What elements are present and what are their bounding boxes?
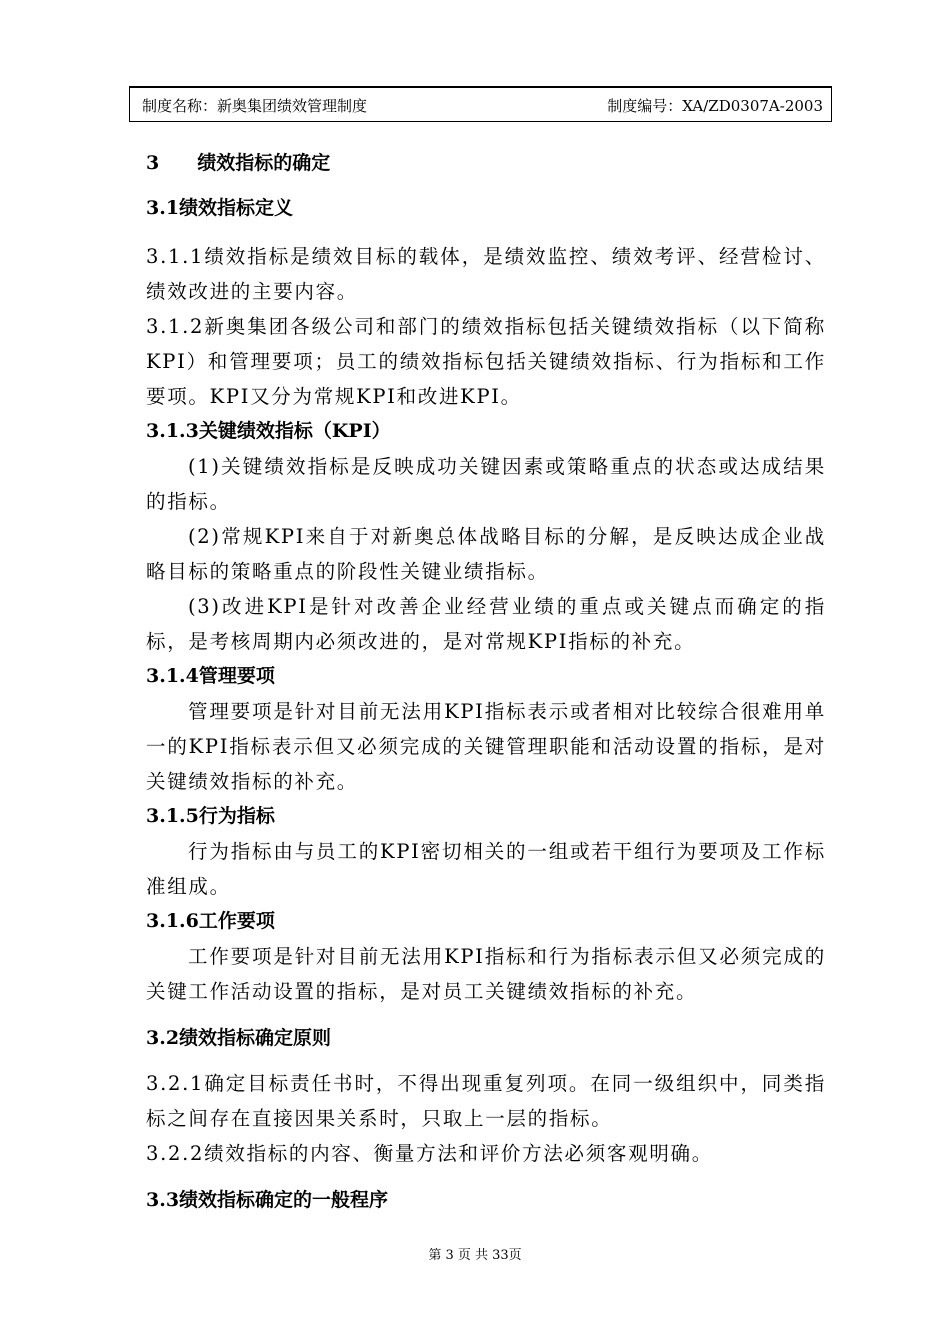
kpi-item-1: (1)关键绩效指标是反映成功关键因素或策略重点的状态或达成结果的指标。 bbox=[146, 455, 826, 513]
section-heading-3-1-4: 3.1.4管理要项 bbox=[146, 665, 275, 687]
section-heading-3-2: 3.2绩效指标确定原则 bbox=[146, 1027, 332, 1049]
kpi-item-2: (2)常规KPI来自于对新奥总体战略目标的分解，是反映达成企业战略目标的策略重点的阶段性关键业绩指标。 bbox=[146, 525, 826, 583]
kpi-item-3: (3)改进KPI是针对改善企业经营业绩的重点或关键点而确定的指标，是考核周期内必须改进的，是对常规KPI指标的补充。 bbox=[146, 595, 826, 653]
section-heading-3-1-3: 3.1.3关键绩效指标（KPI） bbox=[146, 420, 391, 442]
page-number: 第 3 页 共 33页 bbox=[428, 1248, 522, 1263]
paragraph-3-1-1: 3.1.1绩效指标是绩效目标的载体，是绩效监控、绩效考评、经营检讨、绩效改进的主要内容。 bbox=[146, 245, 826, 303]
section-heading-3: 3 绩效指标的确定 bbox=[146, 152, 331, 174]
paragraph-3-1-2: 3.1.2新奥集团各级公司和部门的绩效指标包括关键绩效指标（以下简称KPI）和管理要项；员工的绩效指标包括关键绩效指标、行为指标和工作要项。KPI又分为常规KPI和改进KPI。 bbox=[146, 315, 826, 408]
document-body bbox=[146, 148, 826, 1212]
regulation-name: 制度名称：新奥集团绩效管理制度 bbox=[142, 97, 368, 115]
section-heading-3-1: 3.1绩效指标定义 bbox=[146, 197, 294, 219]
section-heading-3-1-5: 3.1.5行为指标 bbox=[146, 805, 275, 827]
paragraph-3-1-4: 管理要项是针对目前无法用KPI指标表示或者相对比较综合很难用单一的KPI指标表示但又必须完成的关键管理职能和活动设置的指标，是对关键绩效指标的补充。 bbox=[146, 700, 826, 793]
regulation-number: 制度编号：XA/ZD0307A-2003 bbox=[607, 97, 823, 115]
paragraph-3-2-2: 3.2.2绩效指标的内容、衡量方法和评价方法必须客观明确。 bbox=[146, 1142, 713, 1165]
paragraph-3-1-6: 工作要项是针对目前无法用KPI指标和行为指标表示但又必须完成的关键工作活动设置的指标，是对员工关键绩效指标的补充。 bbox=[146, 945, 826, 1003]
section-heading-3-1-6: 3.1.6工作要项 bbox=[146, 910, 275, 932]
section-heading-3-3: 3.3绩效指标确定的一般程序 bbox=[146, 1189, 389, 1211]
document-header bbox=[129, 86, 832, 122]
paragraph-3-1-5: 行为指标由与员工的KPI密切相关的一组或若干组行为要项及工作标准组成。 bbox=[146, 840, 826, 898]
paragraph-3-2-1: 3.2.1确定目标责任书时，不得出现重复列项。在同一级组织中，同类指标之间存在直接因果关系时，只取上一层的指标。 bbox=[146, 1072, 826, 1130]
